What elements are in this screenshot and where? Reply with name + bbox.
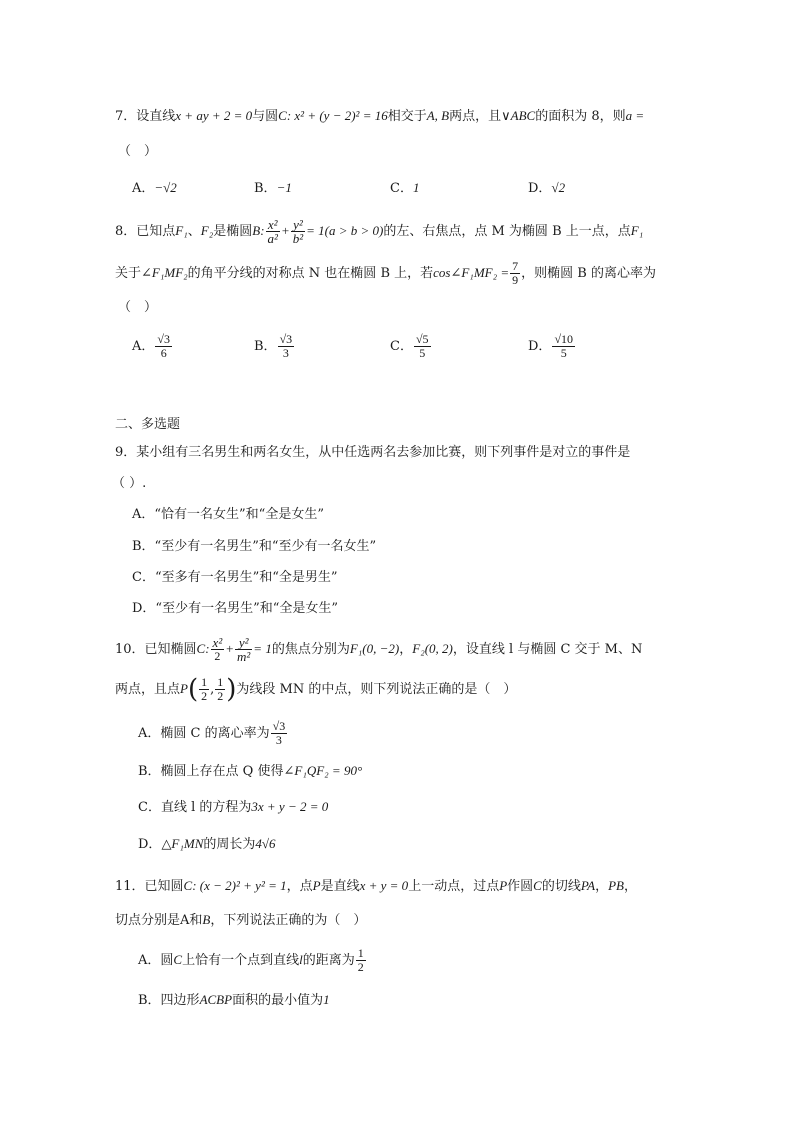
q7-variable: a =	[625, 108, 645, 123]
question-10-stem	[115, 636, 642, 663]
q7-triangle: ∨ABC	[501, 108, 536, 123]
fraction-denominator: 2	[214, 649, 221, 663]
question-11-stem	[115, 876, 637, 897]
option-fraction	[278, 333, 295, 360]
q8-text: 、	[187, 224, 201, 239]
q11-tangent-pb: PB	[608, 878, 624, 893]
q7-line-equation: x + ay + 2 = 0	[175, 108, 253, 123]
question-8-stem	[115, 218, 643, 245]
option-text: C．直线 l 的方程为	[138, 800, 252, 815]
fraction-numerator: √3	[272, 719, 286, 733]
q10-text: 为线段 MN 的中点，则下列说法正确的是（ ）	[236, 682, 517, 697]
q8-text: 的左、右焦点，点 M 为椭圆 B 上一点，点	[383, 224, 631, 239]
q10-option-b[interactable]	[138, 761, 362, 782]
q11-text: 作圆	[507, 879, 534, 894]
option-label: B．	[254, 181, 277, 196]
q7-circle-equation: C: x² + (y − 2)² = 16	[278, 108, 388, 123]
q10-point-p: P	[180, 681, 188, 696]
option-math: C	[173, 952, 183, 967]
q8-text: ，则椭圆 B 的离心率为	[521, 266, 656, 281]
option-math: 3x + y − 2 = 0	[251, 799, 329, 814]
fraction-denominator: 5	[419, 346, 426, 360]
fraction-numerator: x²	[266, 218, 280, 232]
q8-option-d[interactable]	[528, 333, 576, 360]
option-label: D．	[528, 181, 552, 196]
q10-text: 的焦点分别为	[271, 642, 350, 657]
q8-ellipse-name: B:	[252, 223, 265, 238]
q7-text: 与圆	[252, 109, 279, 124]
q10-fraction-x	[211, 636, 225, 663]
option-text: 面积的最小值为	[232, 993, 324, 1008]
question-11-line2	[115, 910, 366, 931]
q8-text: 8．已知点	[115, 224, 176, 239]
q11-point-b: B	[202, 912, 211, 927]
q8-plus: +	[280, 223, 290, 238]
option-math: 4√6	[255, 836, 276, 851]
q8-answer-paren: （ ）	[118, 300, 158, 315]
q9-option-a[interactable]: A．“恰有一名女生”和“全是女生”	[132, 507, 324, 522]
fraction-numerator: 1	[201, 675, 208, 689]
q11-text: 是直线	[320, 879, 360, 894]
q8-ellipse-condition: = 1(a > b > 0)	[306, 223, 384, 238]
q8-cos: cos∠F₁MF₂ =	[433, 265, 510, 280]
option-value: √2	[551, 180, 566, 195]
fraction-denominator: 2	[217, 689, 224, 703]
q11-line-equation: x + y = 0	[359, 878, 409, 893]
question-7-stem	[115, 106, 644, 127]
option-math: 1	[323, 992, 330, 1007]
option-text: 的距离为	[302, 953, 355, 968]
q7-option-c[interactable]	[390, 178, 419, 199]
q11-circle-equation: C: (x − 2)² + y² = 1	[183, 878, 287, 893]
fraction-denominator: 2	[357, 960, 364, 974]
option-text: B．四边形	[138, 993, 200, 1008]
q8-angle: ∠F₁MF₂	[141, 265, 188, 280]
fraction-numerator: 1	[357, 946, 364, 960]
q8-text: 关于	[115, 266, 142, 281]
q7-answer-paren: （ ）	[118, 144, 158, 159]
fraction-numerator: √5	[415, 332, 429, 346]
q8-focus-f1: F₁	[630, 223, 644, 238]
q10-paren-close: )	[226, 674, 237, 705]
fraction-denominator: b²	[292, 231, 304, 246]
option-math: △F₁MN	[161, 836, 204, 851]
q11-text: ，	[595, 879, 609, 894]
q10-focus-f2: F₂(0, 2)	[412, 641, 453, 656]
fraction-numerator: √10	[554, 332, 574, 346]
q10-option-c[interactable]	[138, 797, 328, 818]
option-fraction	[155, 333, 172, 360]
q7-points: A, B	[426, 108, 450, 123]
q10-paren-open: (	[187, 674, 199, 705]
q11-text: 和	[189, 913, 203, 928]
fraction-denominator: 5	[560, 346, 567, 360]
q11-text: 的切线	[541, 879, 581, 894]
q7-text: 两点，且	[449, 109, 502, 124]
q7-text: 相交于	[387, 109, 427, 124]
q11-tangent-pa: PA	[580, 878, 596, 893]
q11-point-p: P	[499, 878, 508, 893]
option-text: 上恰有一个点到直线	[182, 953, 300, 968]
q11-circle-c: C	[533, 878, 542, 893]
option-text: 的周长为	[203, 837, 256, 852]
q10-fraction-y	[235, 636, 252, 663]
option-value: −√2	[154, 180, 177, 195]
q7-option-a[interactable]	[132, 178, 177, 199]
q10-text: 两点，且点	[115, 682, 181, 697]
fraction-numerator: y²	[291, 218, 305, 232]
fraction-denominator: 3	[275, 733, 282, 747]
q10-option-a[interactable]	[138, 720, 288, 747]
q11-text: ，点	[286, 879, 313, 894]
q10-text: 10．已知椭圆	[115, 642, 197, 657]
q10-focus-f1: F₁(0, −2)	[349, 641, 400, 656]
section-heading: 二、多选题	[115, 417, 181, 432]
fraction-denominator: m²	[237, 649, 251, 664]
q8-focus-f1: F₁	[175, 223, 188, 238]
option-label: B．	[254, 339, 277, 354]
q11-point-a: A	[180, 913, 190, 928]
q11-option-a[interactable]	[138, 947, 367, 974]
fraction-numerator: 1	[217, 675, 224, 689]
fraction-numerator: y²	[235, 636, 252, 650]
fraction-denominator: 2	[201, 689, 208, 703]
fraction-denominator: a²	[267, 231, 278, 246]
q10-p-x	[199, 676, 209, 703]
q10-p-y	[215, 676, 225, 703]
q10-plus: +	[225, 641, 234, 656]
q11-option-b[interactable]	[138, 990, 330, 1011]
option-fraction	[271, 720, 288, 747]
question-9-stem: 9．某小组有三名男生和两名女生，从中任选两名去参加比赛，则下列事件是对立的事件是	[115, 445, 631, 460]
q11-text: 11．已知圆	[115, 879, 184, 894]
question-8-line2	[115, 260, 656, 287]
q7-option-d[interactable]	[528, 178, 565, 199]
fraction-numerator: x²	[212, 635, 223, 650]
option-fraction	[414, 333, 431, 360]
q7-text: 的面积为 8，则	[535, 109, 626, 124]
q11-text: 上一动点，过点	[408, 879, 500, 894]
q10-text: ，设直线 l 与椭圆 C 交于 M、N	[452, 642, 643, 657]
q11-text: 切点分别是	[115, 913, 181, 928]
option-label: C．	[390, 181, 413, 196]
q7-text: 7．设直线	[115, 109, 176, 124]
question-10-line2	[115, 676, 516, 703]
option-text: B．椭圆上存在点 Q 使得	[138, 764, 284, 779]
q9-option-d[interactable]: D．“至少有一名男生”和“全是女生”	[132, 601, 339, 616]
q8-fraction-x	[266, 218, 280, 245]
q8-text: 是椭圆	[213, 224, 253, 239]
q9-answer-paren: （ ）.	[112, 476, 147, 491]
q10-equals: = 1	[253, 641, 272, 656]
q8-fraction-y	[291, 218, 305, 245]
option-label: A．	[132, 339, 155, 354]
fraction-numerator: √3	[157, 332, 170, 346]
option-label: D．	[528, 339, 552, 354]
option-math: ∠F₁QF₂ = 90°	[283, 763, 363, 778]
q8-option-a[interactable]	[132, 333, 173, 360]
q7-option-b[interactable]	[254, 178, 292, 199]
q10-option-d[interactable]	[138, 834, 276, 855]
fraction-numerator: √3	[279, 332, 293, 346]
q10-comma: ,	[210, 682, 215, 697]
option-fraction	[356, 947, 366, 974]
option-label: A．	[132, 181, 155, 196]
q11-point-p: P	[312, 878, 321, 893]
fraction-denominator: 3	[282, 346, 289, 360]
fraction-numerator: 7	[512, 259, 519, 273]
q9-option-c[interactable]: C．“至多有一名男生”和“全是男生”	[132, 570, 338, 585]
q10-text: ，	[399, 642, 413, 657]
q8-cos-fraction	[510, 260, 520, 287]
option-math: l	[299, 952, 303, 967]
fraction-denominator: 6	[160, 346, 167, 360]
option-text: A．圆	[138, 953, 174, 968]
q8-text: 的角平分线的对称点 N 也在椭圆 B 上，若	[187, 266, 434, 281]
fraction-denominator: 9	[512, 273, 519, 287]
option-label: C．	[390, 339, 413, 354]
option-value: 1	[412, 180, 420, 195]
q11-text: ，下列说法正确的为（ ）	[210, 913, 367, 928]
option-fraction	[552, 333, 575, 360]
q8-option-c[interactable]	[390, 333, 432, 360]
q8-focus-f2: F₂	[200, 223, 214, 238]
q11-text: ，	[623, 879, 637, 894]
q10-ellipse-name: C:	[196, 641, 210, 656]
option-text: A．椭圆 C 的离心率为	[138, 726, 270, 741]
option-text: D．	[138, 837, 162, 852]
q9-option-b[interactable]: B．“至少有一名男生”和“至少有一名女生”	[132, 539, 377, 554]
q8-option-b[interactable]	[254, 333, 295, 360]
option-value: −1	[276, 180, 292, 195]
option-math: ACBP	[199, 992, 233, 1007]
